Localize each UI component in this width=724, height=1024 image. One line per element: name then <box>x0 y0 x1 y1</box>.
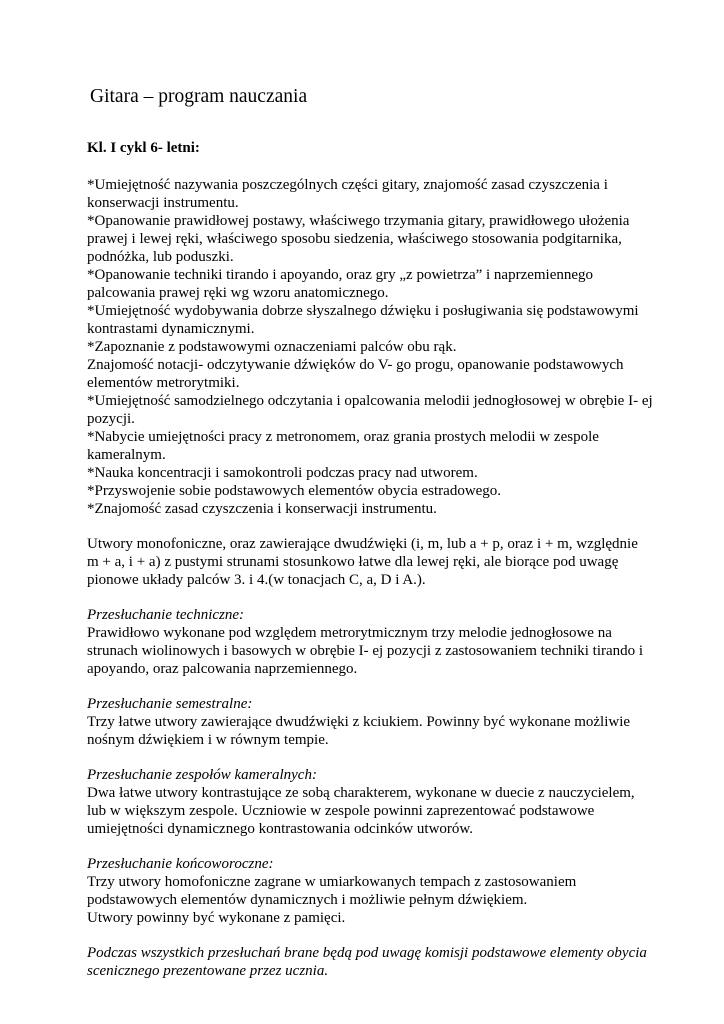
skills-line: palcowania prawej ręki wg wzoru anatomicznego. <box>87 285 389 301</box>
repertoire-line: pionowe układy palców 3. i 4.(w tonacjach C, a, D i A.). <box>87 572 426 588</box>
technical-heading: Przesłuchanie techniczne: <box>87 607 245 623</box>
chamber-line: lub w większym zespole. Uczniowie w zespole powinni zaprezentować podstawowe <box>87 803 595 819</box>
semester-heading: Przesłuchanie semestralne: <box>87 696 253 712</box>
chamber-heading: Przesłuchanie zespołów kameralnych: <box>87 767 317 783</box>
skills-line: pozycji. <box>87 411 135 427</box>
note-line: scenicznego prezentowane przez ucznia. <box>87 963 329 979</box>
skills-line: *Umiejętność nazywania poszczególnych części gitary, znajomość zasad czyszczenia i <box>87 177 608 193</box>
document-body <box>87 176 667 980</box>
chamber-section <box>87 766 667 838</box>
final-line: podstawowych elementów dynamicznych i możliwie pełnym dźwiękiem. <box>87 892 528 908</box>
repertoire-line: Utwory monofoniczne, oraz zawierające dwudźwięki (i, m, lub a + p, oraz i + m, względnie <box>87 536 638 552</box>
note-section <box>87 944 667 980</box>
chamber-line: umiejętności dynamicznego kontrastowania odcinków utworów. <box>87 821 474 837</box>
skills-line: *Nauka koncentracji i samokontroli podczas pracy nad utworem. <box>87 465 478 481</box>
chamber-line: Dwa łatwe utwory kontrastujące ze sobą charakterem, wykonane w duecie z nauczycielem, <box>87 785 635 801</box>
skills-line: *Opanowanie techniki tirando i apoyando, oraz gry „z powietrza” i naprzemiennego <box>87 267 594 283</box>
technical-line: Prawidłowo wykonane pod względem metrorytmicznym trzy melodie jednogłosowe na <box>87 625 612 641</box>
skills-line: Znajomość notacji- odczytywanie dźwięków do V- go progu, opanowanie podstawowych <box>87 357 624 373</box>
final-heading: Przesłuchanie końcoworoczne: <box>87 856 274 872</box>
repertoire-section <box>87 535 667 589</box>
skills-line: *Przyswojenie sobie podstawowych elementów obycia estradowego. <box>87 483 502 499</box>
final-line: Utwory powinny być wykonane z pamięci. <box>87 910 346 926</box>
skills-line: prawej i lewej ręki, właściwego sposobu siedzenia, właściwego stosowania podgitarnika, <box>87 231 622 247</box>
skills-line: konserwacji instrumentu. <box>87 195 239 211</box>
skills-line: *Umiejętność samodzielnego odczytania i opalcowania melodii jednogłosowej w obrębie I- ej <box>87 393 653 409</box>
semester-line: nośnym dźwiękiem i w równym tempie. <box>87 732 329 748</box>
technical-line: apoyando, oraz palcowania naprzemiennego. <box>87 661 358 677</box>
repertoire-line: m + a, i + a) z pustymi strunami stosunkowo łatwe dla lewej ręki, ale biorące pod uwagę <box>87 554 619 570</box>
final-line: Trzy utwory homofoniczne zagrane w umiarkowanych tempach z zastosowaniem <box>87 874 577 890</box>
skills-section <box>87 176 667 518</box>
semester-line: Trzy łatwe utwory zawierające dwudźwięki z kciukiem. Powinny być wykonane możliwie <box>87 714 631 730</box>
final-section <box>87 855 667 927</box>
skills-line: kontrastami dynamicznymi. <box>87 321 255 337</box>
technical-line: strunach wiolinowych i basowych w obrębie I- ej pozycji z zastosowaniem techniki tirando i <box>87 643 644 659</box>
class-heading: Kl. I cykl 6- letni: <box>87 140 200 156</box>
technical-section <box>87 606 667 678</box>
skills-line: *Znajomość zasad czyszczenia i konserwacji instrumentu. <box>87 501 437 517</box>
skills-line: *Zapoznanie z podstawowymi oznaczeniami palców obu rąk. <box>87 339 457 355</box>
note-line: Podczas wszystkich przesłuchań brane będą pod uwagę komisji podstawowe elementy obycia <box>87 945 647 961</box>
skills-line: podnóżka, lub poduszki. <box>87 249 234 265</box>
skills-line: elementów metrorytmiki. <box>87 375 240 391</box>
document-title: Gitara – program nauczania <box>90 86 308 107</box>
semester-section <box>87 695 667 749</box>
skills-line: *Umiejętność wydobywania dobrze słyszalnego dźwięku i posługiwania się podstawowymi <box>87 303 639 319</box>
skills-line: *Nabycie umiejętności pracy z metronomem, oraz grania prostych melodii w zespole <box>87 429 599 445</box>
skills-line: kameralnym. <box>87 447 166 463</box>
skills-line: *Opanowanie prawidłowej postawy, właściwego trzymania gitary, prawidłowego ułożenia <box>87 213 630 229</box>
